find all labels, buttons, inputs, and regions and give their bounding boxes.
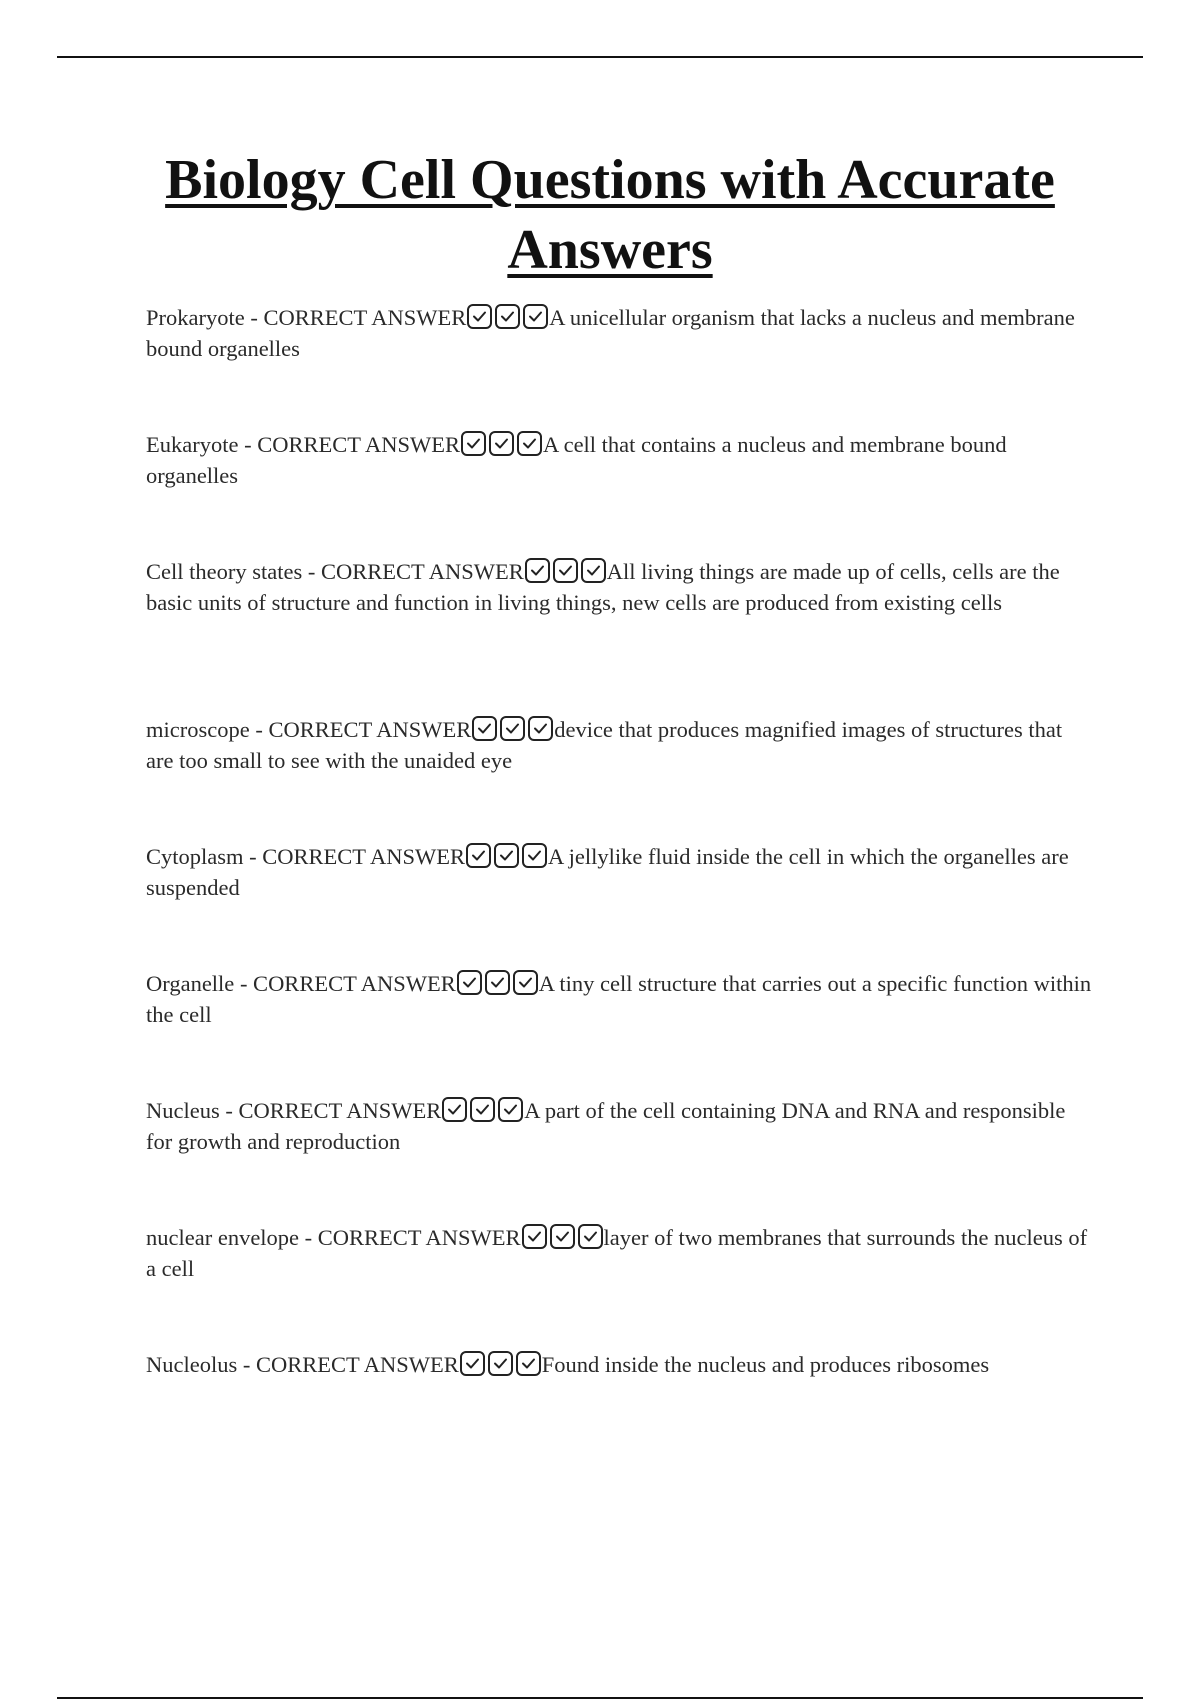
qa-item [146, 1222, 1092, 1284]
check-group [467, 304, 548, 329]
qa-answer: layer of two membranes that surrounds the nucleus of a cell [146, 1225, 1088, 1281]
qa-answer: A tiny cell structure that carries out a specific function within the cell [146, 971, 1092, 1027]
check-group [466, 843, 547, 868]
qa-separator: - CORRECT ANSWER [249, 717, 472, 742]
checkbox-checked-icon [523, 304, 548, 329]
qa-list [146, 302, 1092, 1445]
qa-item [146, 968, 1092, 1030]
checkbox-checked-icon [516, 1351, 541, 1376]
checkbox-checked-icon [461, 431, 486, 456]
checkbox-checked-icon [466, 843, 491, 868]
checkbox-checked-icon [578, 1224, 603, 1249]
top-rule [57, 56, 1143, 58]
qa-term: Organelle [146, 971, 235, 996]
qa-term: Nucleus [146, 1098, 220, 1123]
checkbox-checked-icon [494, 843, 519, 868]
checkbox-checked-icon [467, 304, 492, 329]
checkbox-checked-icon [517, 431, 542, 456]
qa-separator: - CORRECT ANSWER [237, 1352, 459, 1377]
qa-item [146, 429, 1092, 491]
checkbox-checked-icon [460, 1351, 485, 1376]
qa-separator: - CORRECT ANSWER [219, 1098, 442, 1123]
qa-answer: A jellylike fluid inside the cell in which the organelles are suspended [146, 844, 1069, 900]
check-group [525, 558, 606, 583]
checkbox-checked-icon [553, 558, 578, 583]
check-group [522, 1224, 603, 1249]
qa-answer: A part of the cell containing DNA and RNA and responsible for growth and reproduction [146, 1098, 1066, 1154]
qa-separator: - CORRECT ANSWER [243, 844, 465, 869]
checkbox-checked-icon [495, 304, 520, 329]
qa-answer: All living things are made up of cells, cells are the basic units of structure and function in living things, new cells are produced from existing cells [146, 559, 1060, 615]
check-group [460, 1351, 541, 1376]
check-group [442, 1097, 523, 1122]
qa-term: nuclear envelope [146, 1225, 300, 1250]
qa-item [146, 1349, 1092, 1380]
qa-separator: - CORRECT ANSWER [238, 432, 460, 457]
checkbox-checked-icon [525, 558, 550, 583]
qa-term: Eukaryote [146, 432, 239, 457]
checkbox-checked-icon [488, 1351, 513, 1376]
qa-answer: device that produces magnified images of structures that are too small to see with the unaided eye [146, 717, 1063, 773]
checkbox-checked-icon [442, 1097, 467, 1122]
qa-term: microscope [146, 717, 250, 742]
document-title: Biology Cell Questions with Accurate Answers [165, 149, 1055, 281]
qa-item [146, 302, 1092, 364]
checkbox-checked-icon [489, 431, 514, 456]
checkbox-checked-icon [457, 970, 482, 995]
checkbox-checked-icon [581, 558, 606, 583]
qa-term: Cell theory states [146, 559, 303, 584]
qa-separator: - CORRECT ANSWER [299, 1225, 521, 1250]
check-group [461, 431, 542, 456]
checkbox-checked-icon [522, 843, 547, 868]
qa-separator: - CORRECT ANSWER [244, 305, 467, 330]
checkbox-checked-icon [513, 970, 538, 995]
checkbox-checked-icon [522, 1224, 547, 1249]
qa-term: Cytoplasm [146, 844, 244, 869]
qa-item [146, 1095, 1092, 1157]
qa-term: Nucleolus [146, 1352, 238, 1377]
qa-term: Prokaryote [146, 305, 245, 330]
checkbox-checked-icon [470, 1097, 495, 1122]
qa-answer: A unicellular organism that lacks a nucleus and membrane bound organelles [146, 305, 1075, 361]
check-group [472, 716, 553, 741]
checkbox-checked-icon [528, 716, 553, 741]
qa-separator: - CORRECT ANSWER [302, 559, 524, 584]
qa-item [146, 841, 1092, 903]
qa-answer: A cell that contains a nucleus and membrane bound organelles [146, 432, 1007, 488]
checkbox-checked-icon [498, 1097, 523, 1122]
checkbox-checked-icon [472, 716, 497, 741]
qa-item [146, 556, 1092, 649]
checkbox-checked-icon [500, 716, 525, 741]
bottom-rule [57, 1697, 1143, 1699]
qa-answer: Found inside the nucleus and produces ribosomes [541, 1352, 990, 1377]
checkbox-checked-icon [550, 1224, 575, 1249]
qa-item [146, 714, 1092, 776]
qa-separator: - CORRECT ANSWER [234, 971, 456, 996]
check-group [457, 970, 538, 995]
checkbox-checked-icon [485, 970, 510, 995]
